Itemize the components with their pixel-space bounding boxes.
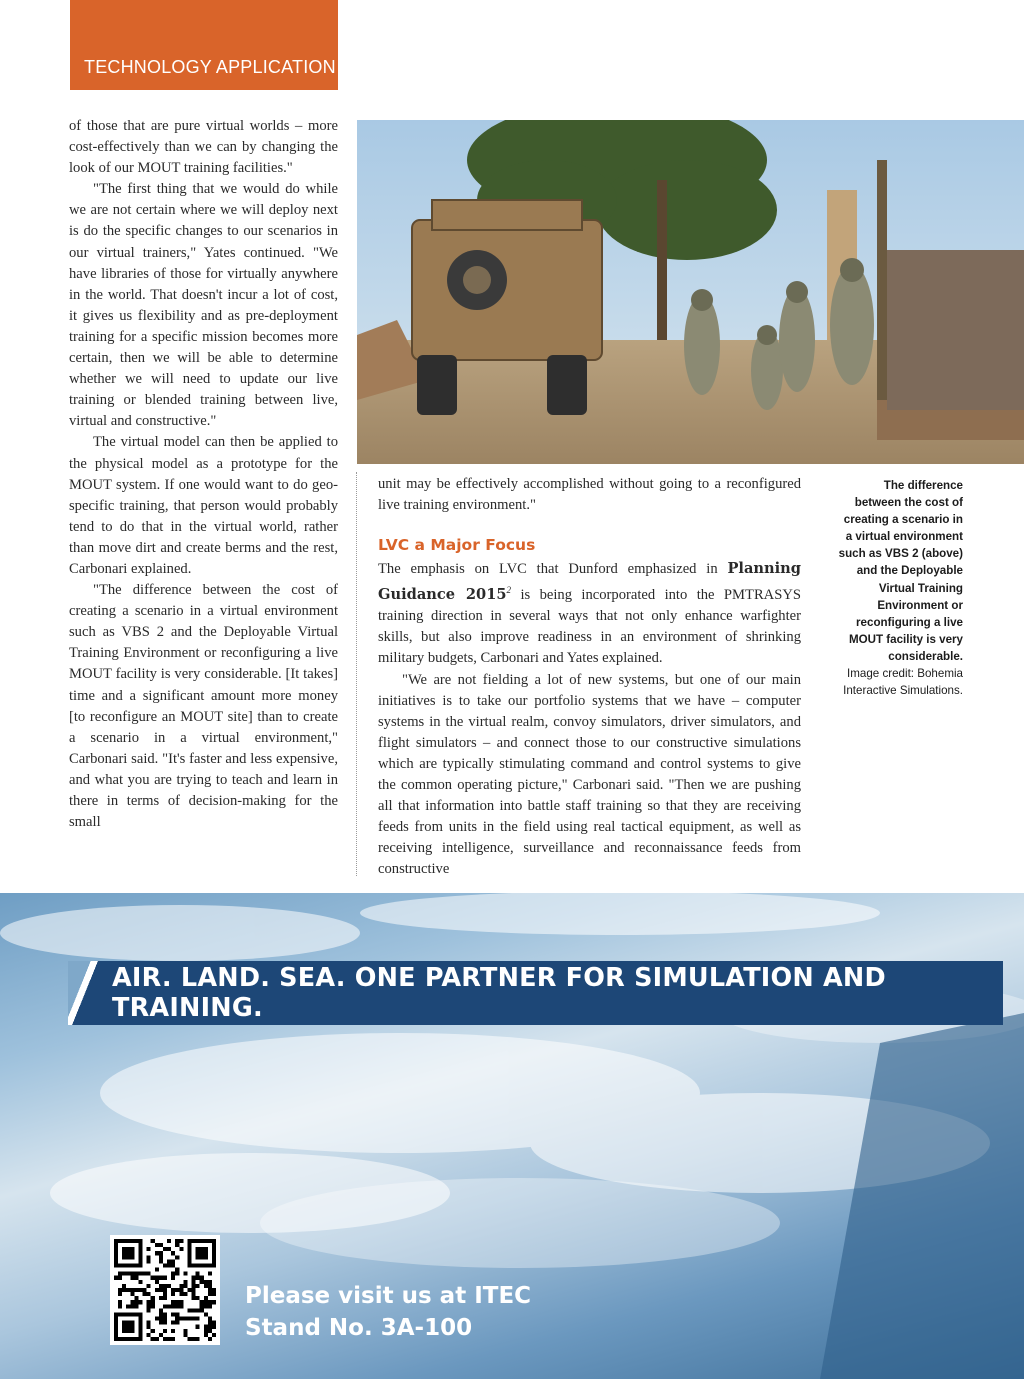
caption-credit: Image credit: Bohemia Interactive Simulations. [843, 667, 963, 698]
ad-visit-line: Please visit us at ITEC [245, 1283, 532, 1309]
ad-headline-banner [68, 961, 1003, 1025]
subheading: LVC a Major Focus [378, 536, 536, 555]
ad-visit-text [245, 1280, 531, 1344]
caption-text: The difference between the cost of creating a scenario in a virtual environment such as VBS 2 (above) and the Deployable Virtual Training Environment or reconfiguring a live MOUT facility is very considerable. [838, 479, 963, 663]
advertisement [0, 893, 1024, 1379]
paragraph: "The first thing that we would do while we are not certain where we will deploy next is do the specific changes to our scenarios in our virtual trainers," Yates continued. "We have libraries of those for virtually anywhere in the world. That doesn't incur a lot of cost, it gives us flexibility and as pre-deployment training for a specific mission becomes more certain, then we will be able to determine whether we will need to update our live training or blended training between live, virtual and constructive." [69, 181, 338, 430]
article-column-right [378, 474, 801, 880]
qr-code[interactable] [110, 1235, 220, 1345]
section-tab [70, 0, 338, 90]
section-label: TECHNOLOGY APPLICATION [84, 57, 336, 77]
paragraph: "The difference between the cost of creating a scenario in a virtual environment such as VBS 2 and the Deployable Virtual Training Environment or reconfiguring a live MOUT facility is very considerable. [It takes] time and a significant amount more money [to reconfigure an MOUT site] than to create a scenario in a virtual environment," Carbonari said. "It's faster and less expensive, and what you are trying to teach and learn in there in terms of decision-making for the small [69, 582, 338, 831]
paragraph: "We are not fielding a lot of new systems, but one of our main initiatives is to take our portfolio systems that we have – computer systems in the virtual realm, convoy simulators, driver simulators, and flight simulators – and connect those to our constructive simulations which are typically stimulating command and control systems to give the common operating picture," Carbonari said. "Then we are pushing all that information into battle staff training so that they are receiving feeds from units in the field using real tactical equipment, as well as receiving intelligence, surveillance and reconnaissance feeds from constructive [378, 671, 801, 878]
paragraph: The virtual model can then be applied to the physical model as a prototype for the MOUT system. If one would want to do geo-specific training, that person would probably tend to do that in the virtual world, rather than move dirt and create berms and the rest, Carbonari explained. [69, 434, 338, 577]
ad-headline: AIR. LAND. SEA. ONE PARTNER FOR SIMULATION AND TRAINING. [112, 963, 886, 1023]
ad-stand-line: Stand No. 3A-100 [245, 1315, 473, 1341]
column-divider [356, 472, 357, 876]
article-column-left [69, 116, 338, 833]
article-photo [357, 120, 1024, 464]
paragraph: unit may be effectively accomplished without going to a reconfigured live training environment." [378, 476, 801, 514]
text-run: is being incorporated into the PMTRASYS training direction in several ways that not only enhance warfighter skills, but also improve readiness in an environment of shrinking military budgets, Carbonari and Yates explained. [378, 587, 801, 667]
text-run: The emphasis on LVC that Dunford emphasized in [378, 561, 728, 578]
bold-title: Planning Guidance 2015 [378, 560, 801, 604]
paragraph [378, 558, 801, 669]
paragraph: of those that are pure virtual worlds – more cost-effectively than we can by changing the look of our MOUT training facilities." [69, 118, 338, 177]
photo-caption [836, 477, 963, 699]
banner-slash-graphic [68, 961, 102, 1025]
footnote-marker: 2 [506, 585, 512, 596]
